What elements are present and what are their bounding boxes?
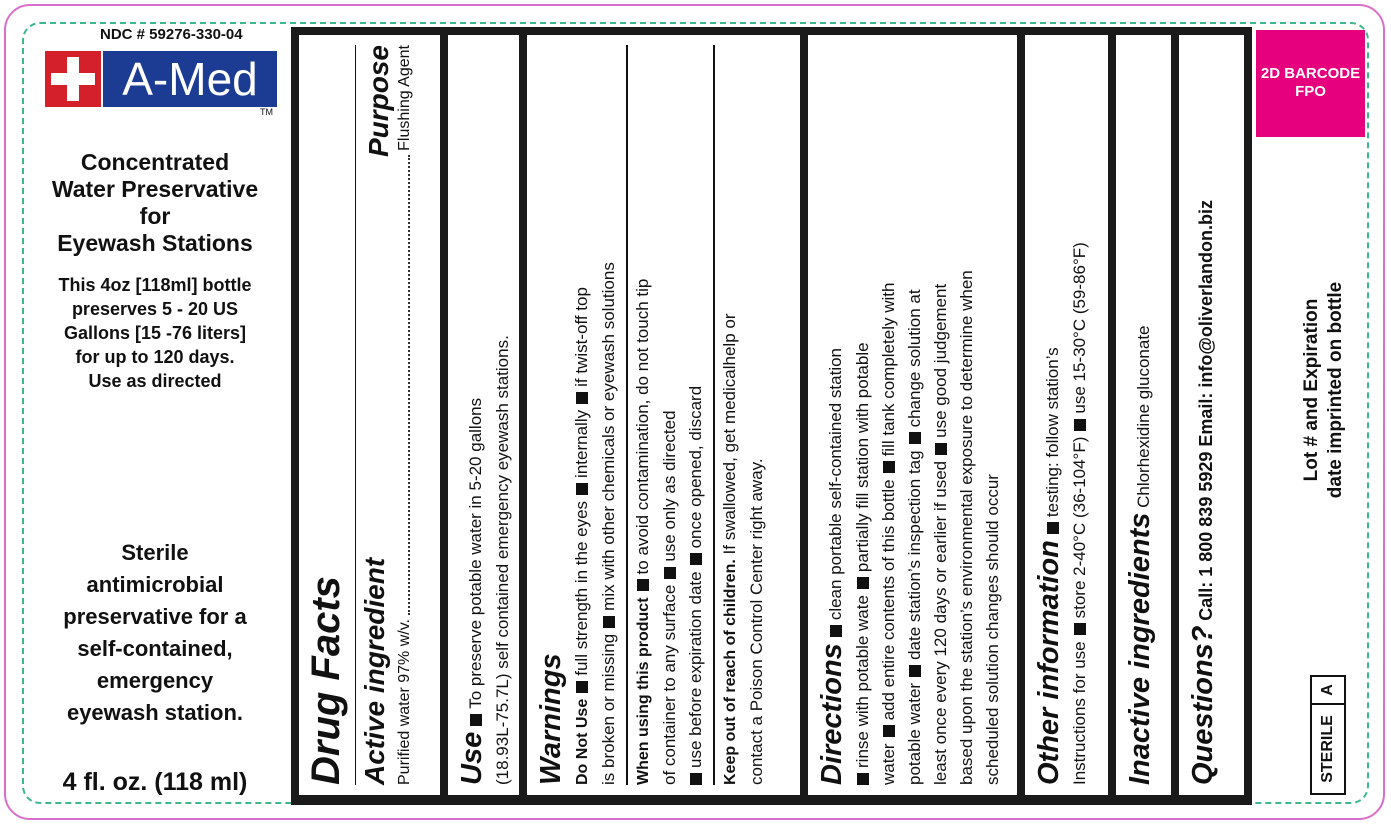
red-cross-icon: [45, 51, 101, 107]
product-headline: Concentrated Water Preservative for Eyewash Stations: [51, 149, 259, 256]
questions-contact: Call: 1 800 839 5929 Email: info@oliverlandon.biz: [1196, 200, 1216, 621]
inactive-ingredients-heading: Inactive ingredients: [1124, 512, 1156, 785]
active-ingredient-panel: [299, 35, 440, 795]
use-heading: Use: [456, 731, 488, 785]
ndc-number: NDC # 59276-330-04: [100, 26, 243, 43]
warnings-panel: Warnings Do Not Usefull strength in the eyesinternallyif twist-off top is broken or missingmix with other chemicals or eyewash solutions When using this productto avoid contamination, do not touch tip of container to any surfaceuse only as directed use before expiration dateonce opened, discard Keep out of reach of children. If swallowed, get medicalhelp or contact a Poison Control Center right away.: [527, 35, 800, 795]
purpose-text: Flushing Agent: [396, 45, 413, 151]
purpose-heading: Purpose: [363, 45, 394, 158]
drug-facts-box: [291, 27, 1252, 805]
sterile-grade: A: [1312, 677, 1344, 705]
trademark: TM: [260, 107, 273, 117]
directions-heading: Directions: [816, 643, 848, 785]
warnings-heading: Warnings: [535, 653, 567, 785]
sterile-label: STERILE: [1319, 715, 1336, 783]
other-information-heading: Other information: [1033, 540, 1065, 785]
active-ingredient-heading: Active ingredient: [359, 557, 390, 785]
directions-panel: Directionsclean portable self-contained station rinse with potable watepartially fill station with potable wateradd entire contents of this bottlefill tank completely with potable waterdate station’s inspection tagchange solution at least once every 120 days or earlier if useduse good judgement based upon the station’s environmental exposure to determine when scheduled solution changes should occur: [808, 35, 1017, 795]
other-information-panel: Other informationtesting: follow station’s Instructions for usestore 2-40°C (36-104°F)use 15-30°C (59-86°F): [1025, 35, 1108, 795]
active-ingredient-text: Purified water 97% w/v.: [396, 619, 413, 785]
use-panel: UseTo preserve potable water in 5-20 gallons (18.93L-75.7L) self contained emergency eyewash stations.: [448, 35, 519, 795]
volume: 4 fl. oz. (118 ml): [62, 768, 248, 796]
inactive-ingredients-panel: [1116, 35, 1171, 795]
drug-facts-title: Drug Facts: [304, 576, 348, 785]
a-med-logo: [45, 51, 277, 109]
questions-heading: Questions?: [1187, 625, 1219, 785]
questions-panel: [1179, 35, 1244, 795]
logo-text: A-Med: [103, 51, 277, 107]
lot-expiration-note: Lot # and Expiration date imprinted on bottle: [1301, 281, 1346, 499]
inactive-ingredients-text: Chlorhexidine gluconate: [1134, 325, 1153, 508]
product-description: This 4oz [118ml] bottle preserves 5 - 20 US Gallons [15 -76 liters] for up to 120 days. Use as directed: [58, 275, 252, 391]
sterile-description: Sterile antimicrobial preservative for a self-contained, emergency eyewash station.: [63, 540, 247, 725]
sterile-grade-box: [1310, 675, 1346, 795]
barcode-placeholder: 2D BARCODE FPO: [1256, 30, 1365, 137]
